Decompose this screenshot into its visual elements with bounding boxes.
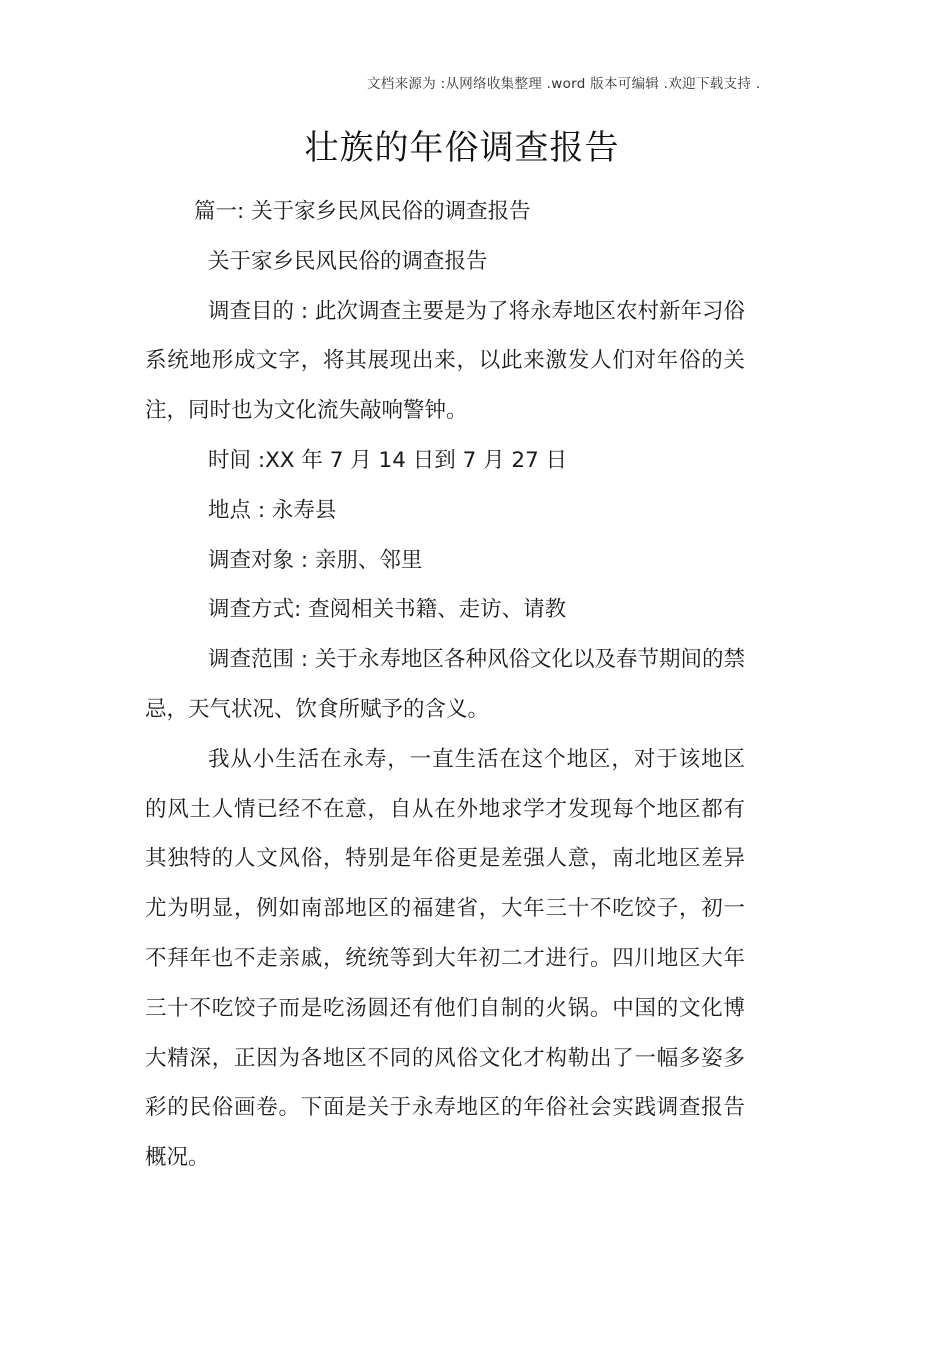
- survey-time: 时间 :XX 年 7 月 14 日到 7 月 27 日: [208, 447, 568, 473]
- report-subtitle: 关于家乡民风民俗的调查报告: [208, 248, 488, 274]
- source-note: 文档来源为 :从网络收集整理 .word 版本可编辑 .欢迎下载支持 .: [367, 76, 761, 92]
- survey-method: 调查方式: 查阅相关书籍、走访、请教: [208, 597, 567, 623]
- body-paragraph: 我从小生活在永寿，一直生活在这个地区，对于该地区的风土人情已经不在意，自从在外地求学才发现每个地区都有其独特的人文风俗，特别是年俗更是差强人意，南北地区差异尤为明显，例如南部地区的福建省，大年三十不吃饺子，初一不拜年也不走亲戚，统统等到大年初二才进行。四川地区大年三十不吃饺子而是吃汤圆还有他们自制的火锅。中国的文化博大精深，正因为各地区不同的风俗文化才构勒出了一幅多姿多彩的民俗画卷。下面是关于永寿地区的年俗社会实践调查报告概况。: [145, 746, 745, 1171]
- survey-subjects: 调查对象 : 亲朋、邻里: [208, 547, 423, 573]
- section-heading: 篇一: 关于家乡民风民俗的调查报告: [194, 199, 531, 224]
- survey-location: 地点 : 永寿县: [208, 497, 337, 523]
- survey-purpose: 调查目的 : 此次调查主要是为了将永寿地区农村新年习俗系统地形成文字，将其展现出来，以此来激发人们对年俗的关注，同时也为文化流失敲响警钟。: [145, 298, 745, 424]
- document-body: [145, 187, 745, 1183]
- survey-scope: 调查范围 : 关于永寿地区各种风俗文化以及春节期间的禁忌，天气状况、饮食所赋予的含义。: [145, 647, 745, 722]
- document-title: 壮族的年俗调查报告: [304, 128, 620, 168]
